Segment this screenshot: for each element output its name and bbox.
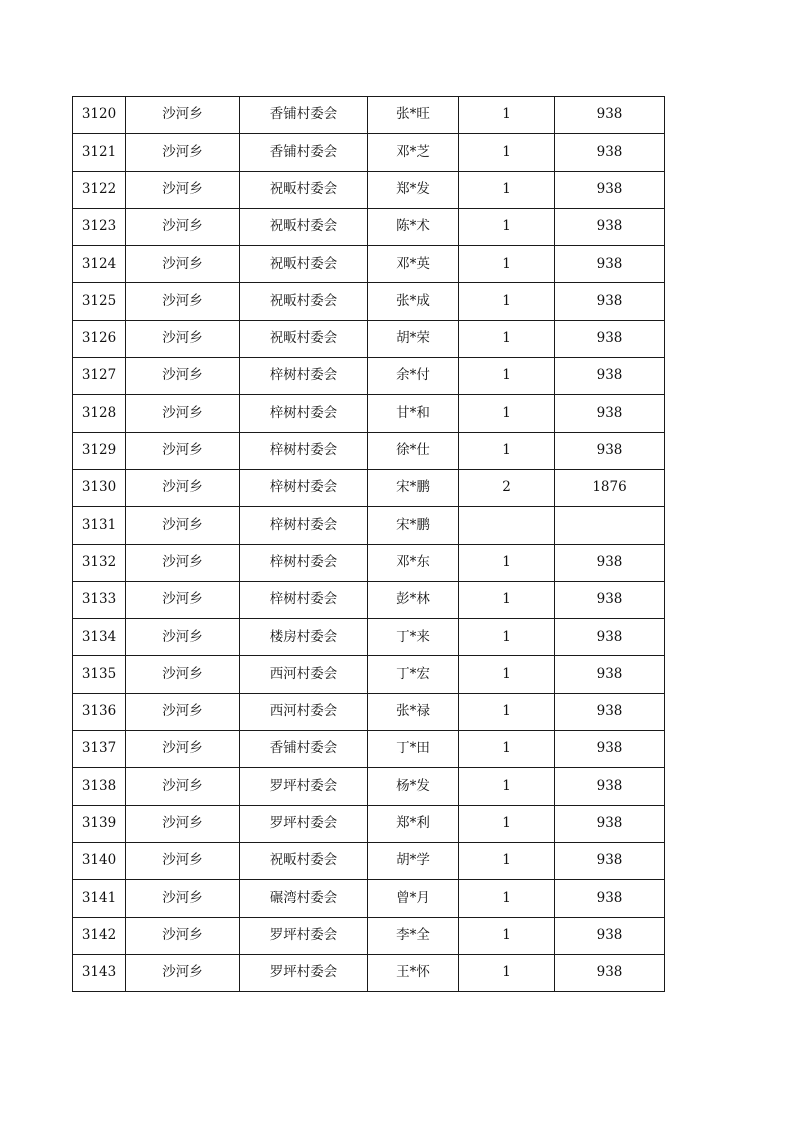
cell-name: 余*付	[368, 358, 459, 395]
table-row	[73, 581, 665, 618]
cell-id: 3130	[73, 469, 126, 506]
cell-town: 沙河乡	[126, 581, 240, 618]
table-row	[73, 395, 665, 432]
cell-village: 梓树村委会	[240, 581, 368, 618]
cell-id: 3125	[73, 283, 126, 320]
cell-name: 郑*利	[368, 805, 459, 842]
cell-count: 1	[459, 693, 555, 730]
cell-count: 1	[459, 395, 555, 432]
cell-count: 1	[459, 544, 555, 581]
cell-amount: 938	[555, 619, 665, 656]
table-row	[73, 805, 665, 842]
cell-id: 3141	[73, 880, 126, 917]
cell-amount: 938	[555, 954, 665, 991]
table-row	[73, 842, 665, 879]
cell-village: 梓树村委会	[240, 395, 368, 432]
cell-id: 3143	[73, 954, 126, 991]
cell-count: 1	[459, 731, 555, 768]
cell-id: 3142	[73, 917, 126, 954]
cell-village: 祝畈村委会	[240, 320, 368, 357]
cell-village: 罗坪村委会	[240, 954, 368, 991]
cell-id: 3138	[73, 768, 126, 805]
cell-name: 甘*和	[368, 395, 459, 432]
cell-count: 1	[459, 320, 555, 357]
cell-count: 1	[459, 954, 555, 991]
cell-count: 1	[459, 208, 555, 245]
cell-count: 1	[459, 171, 555, 208]
cell-town: 沙河乡	[126, 768, 240, 805]
cell-count: 1	[459, 917, 555, 954]
cell-village: 碾湾村委会	[240, 880, 368, 917]
table-row	[73, 134, 665, 171]
cell-town: 沙河乡	[126, 731, 240, 768]
cell-count: 1	[459, 880, 555, 917]
cell-amount: 938	[555, 581, 665, 618]
cell-id: 3131	[73, 507, 126, 544]
cell-id: 3132	[73, 544, 126, 581]
cell-town: 沙河乡	[126, 97, 240, 134]
cell-amount: 938	[555, 693, 665, 730]
table-row	[73, 544, 665, 581]
cell-name: 曾*月	[368, 880, 459, 917]
cell-village: 罗坪村委会	[240, 917, 368, 954]
cell-village: 祝畈村委会	[240, 171, 368, 208]
cell-name: 胡*荣	[368, 320, 459, 357]
table-row	[73, 358, 665, 395]
cell-name: 王*怀	[368, 954, 459, 991]
cell-count	[459, 507, 555, 544]
cell-count: 1	[459, 619, 555, 656]
cell-village: 香铺村委会	[240, 731, 368, 768]
cell-amount: 938	[555, 246, 665, 283]
cell-village: 梓树村委会	[240, 544, 368, 581]
cell-town: 沙河乡	[126, 171, 240, 208]
table-row	[73, 880, 665, 917]
table-row	[73, 954, 665, 991]
table-row	[73, 97, 665, 134]
cell-village: 梓树村委会	[240, 358, 368, 395]
cell-village: 罗坪村委会	[240, 768, 368, 805]
cell-name: 徐*仕	[368, 432, 459, 469]
cell-name: 邓*东	[368, 544, 459, 581]
cell-id: 3137	[73, 731, 126, 768]
cell-village: 罗坪村委会	[240, 805, 368, 842]
cell-amount: 938	[555, 283, 665, 320]
table-row	[73, 208, 665, 245]
cell-id: 3122	[73, 171, 126, 208]
table-row	[73, 320, 665, 357]
cell-name: 杨*发	[368, 768, 459, 805]
cell-name: 李*全	[368, 917, 459, 954]
cell-town: 沙河乡	[126, 283, 240, 320]
cell-amount: 938	[555, 395, 665, 432]
table-row	[73, 656, 665, 693]
cell-village: 梓树村委会	[240, 507, 368, 544]
cell-name: 邓*芝	[368, 134, 459, 171]
cell-town: 沙河乡	[126, 805, 240, 842]
data-table	[72, 96, 665, 992]
cell-amount: 938	[555, 134, 665, 171]
cell-town: 沙河乡	[126, 432, 240, 469]
cell-amount: 938	[555, 842, 665, 879]
cell-town: 沙河乡	[126, 693, 240, 730]
cell-village: 祝畈村委会	[240, 283, 368, 320]
cell-count: 1	[459, 842, 555, 879]
cell-village: 西河村委会	[240, 656, 368, 693]
cell-town: 沙河乡	[126, 134, 240, 171]
cell-count: 1	[459, 768, 555, 805]
cell-town: 沙河乡	[126, 358, 240, 395]
cell-village: 梓树村委会	[240, 469, 368, 506]
cell-village: 香铺村委会	[240, 97, 368, 134]
table-row	[73, 693, 665, 730]
cell-town: 沙河乡	[126, 320, 240, 357]
cell-count: 1	[459, 656, 555, 693]
cell-count: 1	[459, 432, 555, 469]
cell-count: 1	[459, 805, 555, 842]
cell-count: 1	[459, 246, 555, 283]
cell-town: 沙河乡	[126, 208, 240, 245]
cell-amount: 938	[555, 208, 665, 245]
table-row	[73, 917, 665, 954]
cell-id: 3127	[73, 358, 126, 395]
cell-amount: 938	[555, 358, 665, 395]
cell-name: 张*禄	[368, 693, 459, 730]
cell-name: 胡*学	[368, 842, 459, 879]
table-row	[73, 246, 665, 283]
cell-id: 3123	[73, 208, 126, 245]
cell-town: 沙河乡	[126, 842, 240, 879]
cell-town: 沙河乡	[126, 544, 240, 581]
cell-id: 3126	[73, 320, 126, 357]
cell-id: 3134	[73, 619, 126, 656]
cell-name: 彭*林	[368, 581, 459, 618]
cell-town: 沙河乡	[126, 954, 240, 991]
cell-village: 祝畈村委会	[240, 842, 368, 879]
cell-amount: 938	[555, 97, 665, 134]
cell-amount: 938	[555, 544, 665, 581]
cell-name: 丁*宏	[368, 656, 459, 693]
cell-name: 邓*英	[368, 246, 459, 283]
cell-amount: 938	[555, 171, 665, 208]
cell-count: 2	[459, 469, 555, 506]
cell-village: 楼房村委会	[240, 619, 368, 656]
cell-count: 1	[459, 134, 555, 171]
cell-id: 3124	[73, 246, 126, 283]
cell-town: 沙河乡	[126, 395, 240, 432]
cell-id: 3121	[73, 134, 126, 171]
table-row	[73, 469, 665, 506]
cell-village: 西河村委会	[240, 693, 368, 730]
cell-town: 沙河乡	[126, 469, 240, 506]
cell-amount: 938	[555, 805, 665, 842]
cell-town: 沙河乡	[126, 880, 240, 917]
cell-village: 祝畈村委会	[240, 246, 368, 283]
cell-id: 3133	[73, 581, 126, 618]
cell-name: 郑*发	[368, 171, 459, 208]
cell-amount: 1876	[555, 469, 665, 506]
cell-id: 3128	[73, 395, 126, 432]
table-row	[73, 432, 665, 469]
table-row	[73, 731, 665, 768]
cell-id: 3120	[73, 97, 126, 134]
cell-name: 丁*田	[368, 731, 459, 768]
cell-amount: 938	[555, 880, 665, 917]
cell-village: 祝畈村委会	[240, 208, 368, 245]
cell-town: 沙河乡	[126, 507, 240, 544]
cell-town: 沙河乡	[126, 917, 240, 954]
cell-town: 沙河乡	[126, 619, 240, 656]
cell-amount: 938	[555, 432, 665, 469]
cell-amount: 938	[555, 917, 665, 954]
cell-count: 1	[459, 358, 555, 395]
cell-amount: 938	[555, 768, 665, 805]
cell-id: 3129	[73, 432, 126, 469]
table-row	[73, 283, 665, 320]
cell-amount: 938	[555, 656, 665, 693]
cell-count: 1	[459, 283, 555, 320]
table-row	[73, 768, 665, 805]
table-row	[73, 619, 665, 656]
cell-count: 1	[459, 581, 555, 618]
cell-name: 张*成	[368, 283, 459, 320]
cell-name: 张*旺	[368, 97, 459, 134]
cell-id: 3135	[73, 656, 126, 693]
table-row	[73, 507, 665, 544]
cell-count: 1	[459, 97, 555, 134]
cell-id: 3139	[73, 805, 126, 842]
table-body	[73, 97, 665, 992]
cell-amount: 938	[555, 731, 665, 768]
cell-town: 沙河乡	[126, 656, 240, 693]
cell-village: 香铺村委会	[240, 134, 368, 171]
cell-name: 宋*鹏	[368, 469, 459, 506]
cell-name: 陈*术	[368, 208, 459, 245]
cell-name: 宋*鹏	[368, 507, 459, 544]
cell-id: 3136	[73, 693, 126, 730]
cell-amount: 938	[555, 320, 665, 357]
cell-amount	[555, 507, 665, 544]
table-row	[73, 171, 665, 208]
cell-village: 梓树村委会	[240, 432, 368, 469]
cell-name: 丁*来	[368, 619, 459, 656]
cell-id: 3140	[73, 842, 126, 879]
cell-town: 沙河乡	[126, 246, 240, 283]
